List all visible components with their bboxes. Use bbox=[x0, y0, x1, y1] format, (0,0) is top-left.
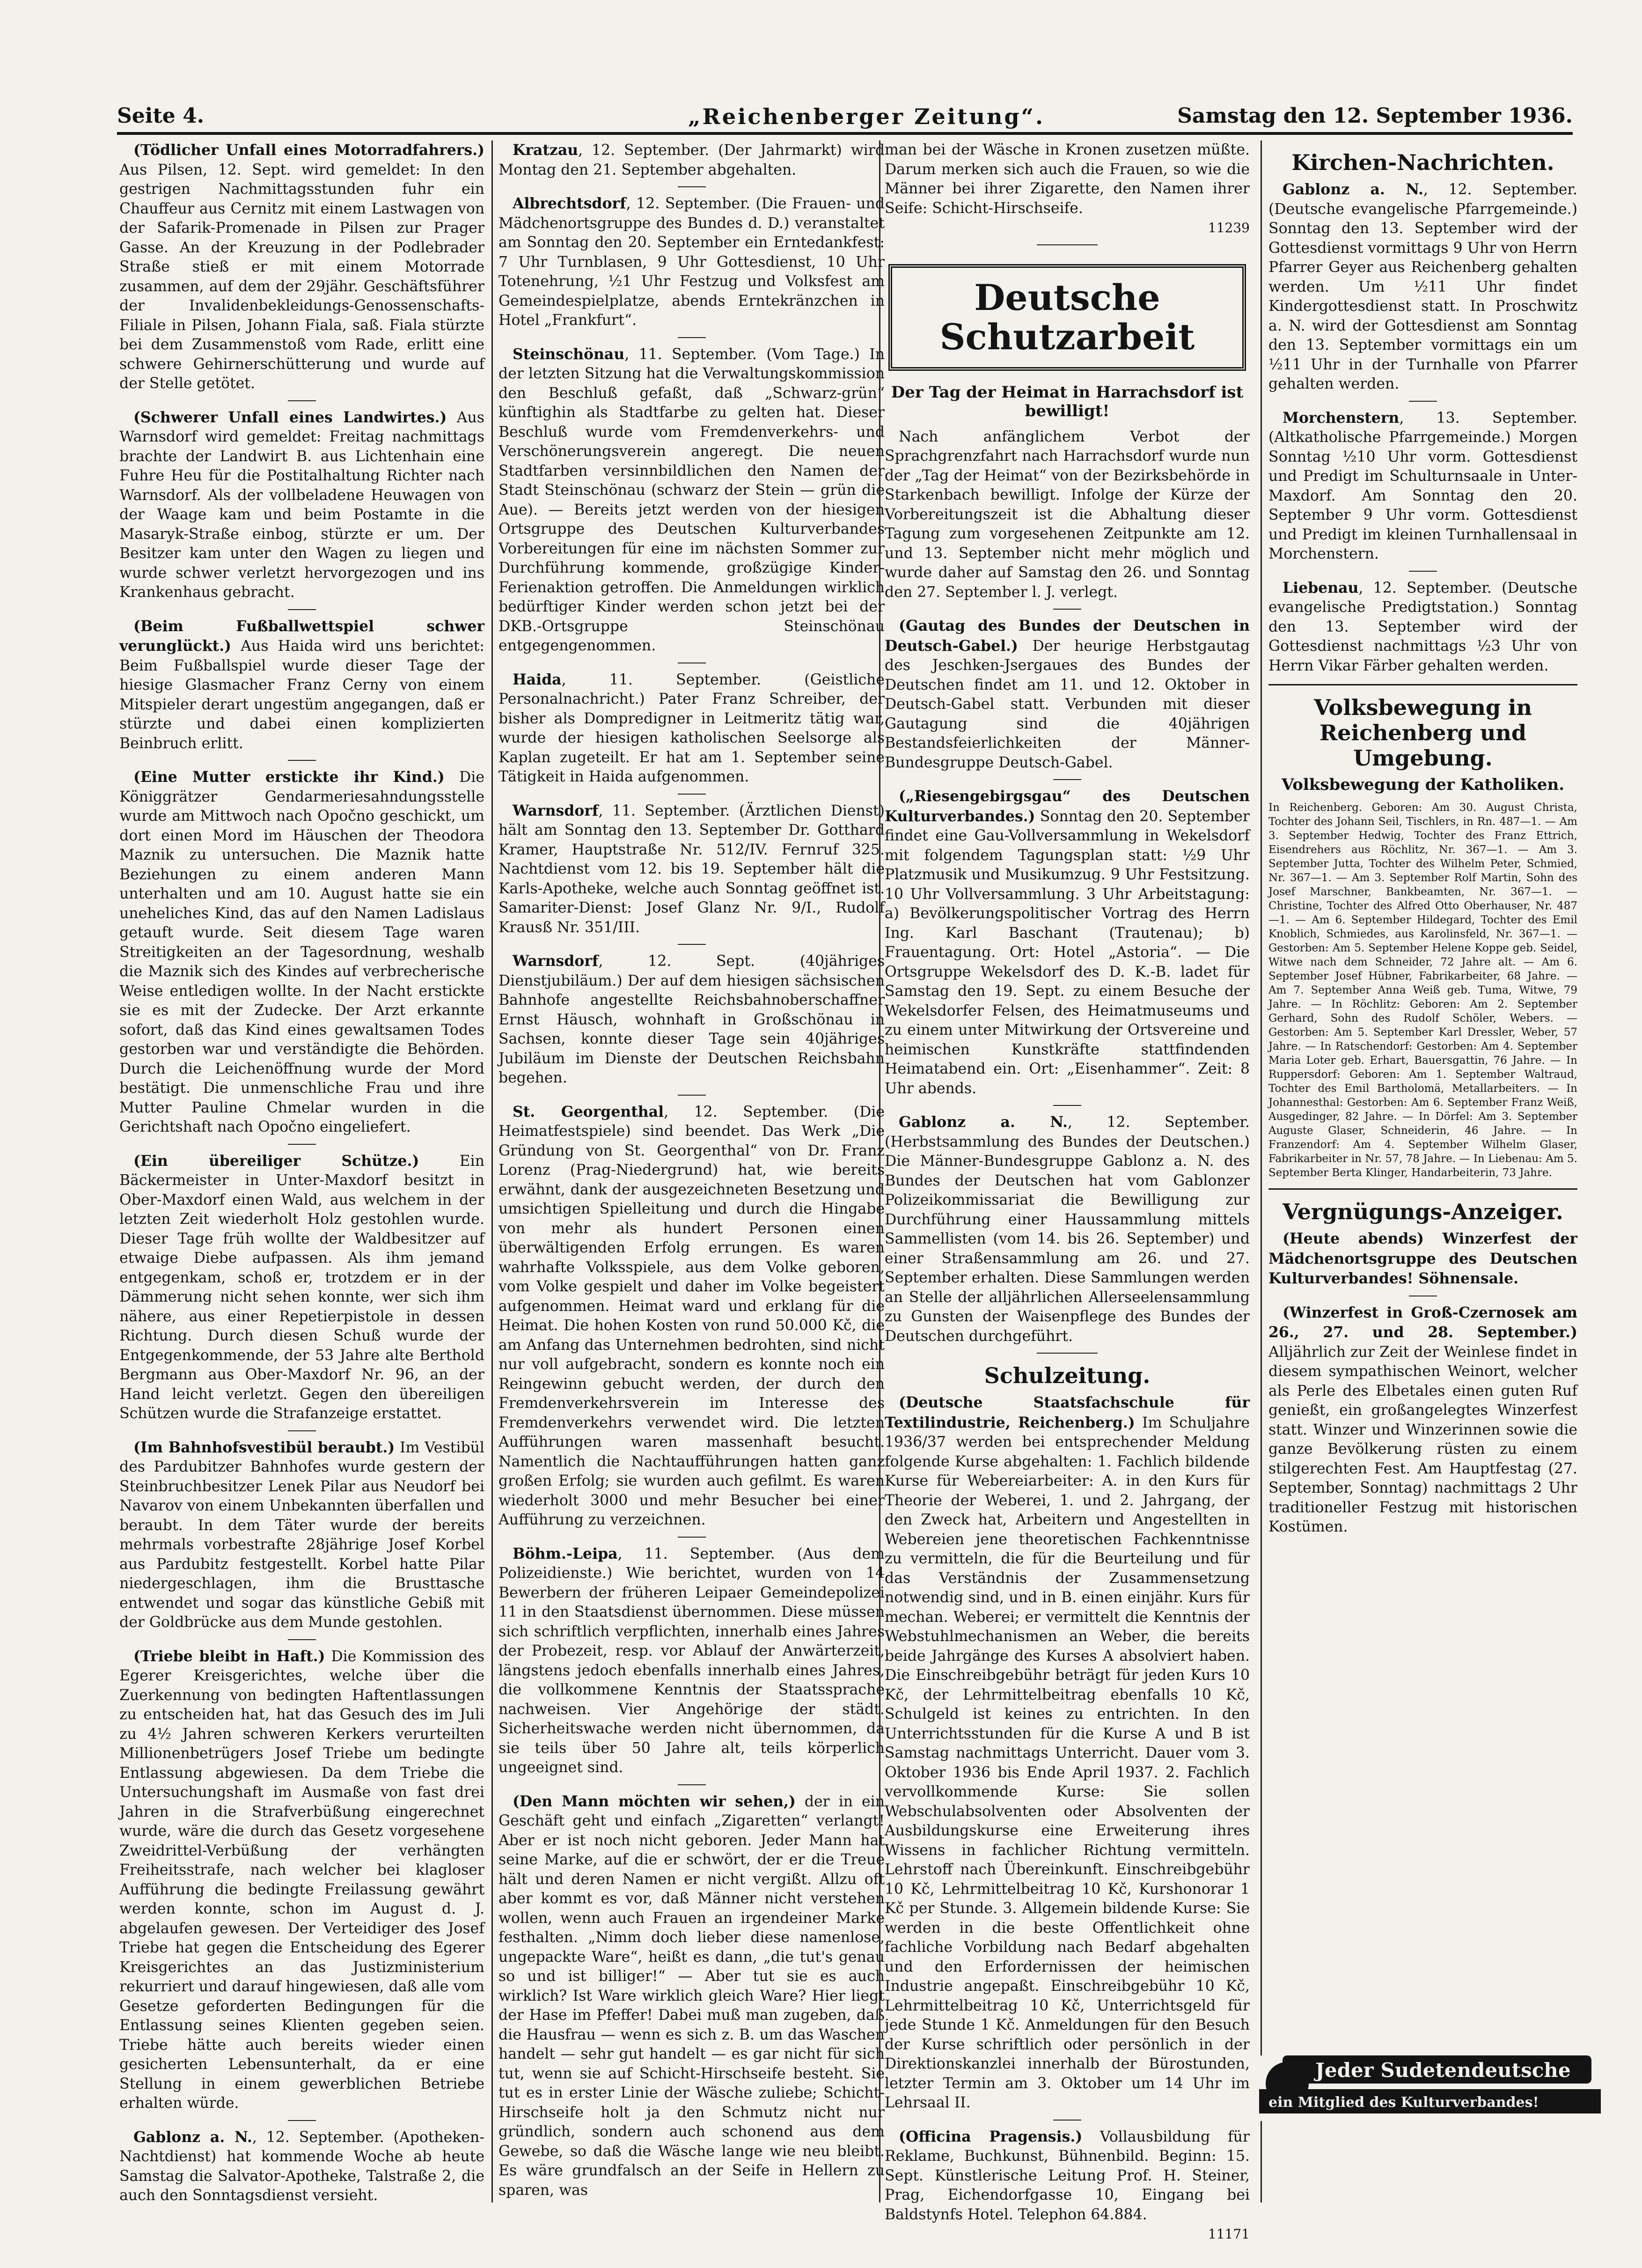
article-list bbox=[885, 1393, 1250, 2224]
article-paragraph bbox=[498, 1102, 885, 1530]
divider bbox=[678, 186, 706, 187]
article-list bbox=[1268, 1229, 1577, 1537]
divider bbox=[288, 400, 316, 401]
divider bbox=[678, 1784, 706, 1785]
article-paragraph bbox=[498, 670, 885, 787]
article-body: Aus Warnsdorf wird gemeldet: Freitag nachmittags brachte der Landwirt B. aus Lichtenhain eine Fuhre Heu für die Postitalhaltung Richter nach Warnsdorf. Als der vollbeladene Heuwagen von der Waage kam und beim Postamte in die Masaryk-Straße einbog, stürzte er um. Der Besitzer kam unter den Wagen zu liegen und wurde schwer verletzt hervorgezogen und ins Krankenhaus gebracht. bbox=[119, 409, 484, 601]
article-paragraph bbox=[1268, 1229, 1577, 1289]
article-paragraph bbox=[1268, 578, 1577, 676]
article-paragraph bbox=[1268, 180, 1577, 394]
article-lead: Morchenstern bbox=[1283, 409, 1400, 427]
article-paragraph bbox=[119, 1151, 484, 1424]
article-lead: Kratzau bbox=[513, 141, 579, 159]
article-paragraph bbox=[119, 1438, 484, 1633]
article-body: Aus Pilsen, 12. Sept. wird gemeldet: In den gestrigen Nachmittagsstunden fuhr ein Chauffeur aus Cernitz mit einem Lastwagen von der Safarik-Promenade in Pilsen zur Prager Gasse. An der Kreuzung in der Podlebrader Straße stieß er mit einem Motorrade zusammen, auf dem der 29jähr. Geschäftsführer der Invalidenbekleidungs-Genossenschafts-Filiale in Pilsen, Johann Fiala, saß. Fiala stürzte bei dem Zusammenstoß vom Rade, erlitt eine schwere Gehirnerschütterung und wurde auf der Stelle getötet. bbox=[119, 161, 484, 392]
divider bbox=[288, 2120, 316, 2121]
article-lead: (Deutsche Staatsfachschule für Textilindustrie, Reichenberg.) bbox=[885, 1394, 1250, 1431]
article-lead: (Im Bahnhofsvestibül beraubt.) bbox=[133, 1438, 395, 1456]
article-body: , 12. September. (Apotheken-Nachtdienst) hat kommende Woche ab heute Samstag die Salvator-Apotheke, Talstraße 2, die auch den Sonntagsdienst versieht. bbox=[119, 2128, 484, 2204]
divider bbox=[1268, 1188, 1577, 1190]
article-body: Sonntag den 20. September findet eine Gau-Vollversammlung in Wekelsdorf mit folgendem Tagungsplan statt: ½9 Uhr Platzmusik und Musikumzug. 9 Uhr Festsitzung. 10 Uhr Vollversammlung. 3 Uhr Arbeitstagung: a) Bevölkerungspolitischer Vortrag des Herrn Ing. Karl Baschant (Trautenau); b) Frauentagung. Ort: Hotel „Astoria“. — Die Ortsgruppe Wekelsdorf des D. K.-B. ladet für Samstag den 19. Sept. zu einem Besuche der Wekelsdorfer Felsen, des Heimatmuseums und zu einem unter Mitwirkung der Ortsvereine und heimischen Kunstkräfte stattfindenden Heimatabend ein. Ort: „Eisenhammer“. Zeit: 8 Uhr abends. bbox=[885, 808, 1250, 1097]
article-lead: (Eine Mutter erstickte ihr Kind.) bbox=[133, 768, 445, 786]
registry-text: In Reichenberg. Geboren: Am 30. August Christa, Tochter des Johann Seil, Tischlers, in Rn. 487—1. — Am 3. September Hedwig, Tochter des Franz Ettrich, Eisendrehers aus Röchlitz, Nr. 367—1. — Am 3. September Jutta, Tochter des Wilhelm Peter, Schmied, Nr. 367—1. — Am 3. September Rolf Martin, Sohn des Josef Marschner, Bankbeamten, Nr. 367—1. — Christine, Tochter des Alfred Otto Oberhauser, Nr. 487—1. — Am 6. September Hildegard, Tochter des Emil Knoblich, Schmiedes, aus Karolinsfeld, Nr. 367—1. — Gestorben: Am 5. September Helene Koppe geb. Seidel, Witwe nach dem Schneider, 72 Jahre alt. — Am 6. September Josef Hübner, Fabrikarbeiter, 68 Jahre. — Am 7. September Anna Weiß geb. Tuma, Witwe, 79 Jahre. — In Röchlitz: Geboren: Am 2. September Gerhard, Sohn des Rudolf Schöler, Webers. — Gestorben: Am 5. September Karl Dressler, Weber, 57 Jahre. — In Ratschendorf: Gestorben: Am 4. September Maria Loter geb. Erhart, Bauersgattin, 76 Jahre. — In Ruppersdorf: Geboren: Am 1. September Waltraud, Tochter des Emil Bartholomä, Metallarbeiters. — In Johannesthal: Gestorben: Am 6. September Franz Weiß, Ausgedinger, 82 Jahre. — In Dörfel: Am 3. September Auguste Glaser, Schneiderin, 46 Jahre. — In Franzendorf: Am 4. September Wilhelm Glaser, Fabrikarbeiter in Nr. 57, 78 Jahre. — In Liebenau: Am 5. September Berta Klinger, Handarbeiterin, 73 Jahre. bbox=[1268, 802, 1577, 1179]
article-body: Nach anfänglichem Verbot der Sprachgrenzfahrt nach Harrachsdorf wurde nun der „Tag der Heimat“ von der Bezirksbehörde in Starkenbach bewilligt. Infolge der Kürze der Vorbereitungszeit ist die Abhaltung dieser Tagung zum vorgesehenen Zeitpunkte am 12. und 13. September nicht mehr möglich und wurde daher auf Samstag den 26. und Sonntag den 27. September l. J. verlegt. bbox=[885, 428, 1250, 601]
article-paragraph bbox=[498, 194, 885, 331]
article-paragraph bbox=[885, 1393, 1250, 2113]
kulturverband-ad bbox=[1259, 2055, 1601, 2121]
column-divider bbox=[491, 140, 493, 2202]
article-body: Der heurige Herbstgautag des Jeschken-Jsergaues des Bundes der Deutschen findet am 11. und 12. Oktober in Deutsch-Gabel statt. Verbunden mit dieser Gautagung sind die 40jährigen Bestandsfeierlichkeiten der Männer-Bundesgruppe Deutsch-Gabel. bbox=[885, 637, 1250, 771]
column-4 bbox=[1268, 140, 1577, 2202]
article-paragraph bbox=[119, 767, 484, 1137]
ad-code: 11171 bbox=[1208, 2226, 1250, 2242]
article-body: Die Königgrätzer Gendarmeriesahndungsstelle wurde am Mittwoch nach Opočno geschickt, um dort einen Mord im Häuschen der Theodora Maznik zu untersuchen. Die Maznik hatte Beziehungen zu einem anderen Mann unterhalten und am 10. August hatte sie ein uneheliches Kind, das auf den Namen Ladislaus getauft wurde. Seit diesem Tage waren Streitigkeiten an der Tagesordnung, weshalb die Maznik sich des Kindes auf verbrecherische Weise entledigen wollte. In der Nacht erstickte sie es mit der Zudecke. Der Arzt erkannte sofort, daß das Kind eines gewaltsamen Todes gestorben war und verständigte die Behörden. Durch die Leichenöffnung wurde der Mord bestätigt. Die unmenschliche Frau und ihre Mutter Pauline Chmelar wurden in die Gerichtshaft nach Opočno eingeliefert. bbox=[119, 769, 484, 1135]
section-title: Schulzeitung. bbox=[984, 1363, 1151, 1388]
divider bbox=[1053, 779, 1081, 780]
article-paragraph bbox=[119, 408, 484, 603]
divider bbox=[678, 337, 706, 338]
divider bbox=[288, 1639, 316, 1640]
article-paragraph bbox=[885, 787, 1250, 1098]
article-body: , 12. September. (Die Frauen- und Mädchenortsgruppe des Bundes d. D.) veranstaltet am Sonntag den 20. September ein Erntedankfest: 7 Uhr Turnblasen, 9 Uhr Gottesdienst, 10 Uhr Totenehrung, ½1 Uhr Festzug und Volksfest am Gemeindespielplatze, abends Erntekränzchen in Hotel „Frankfurt“. bbox=[498, 195, 885, 329]
divider bbox=[288, 760, 316, 761]
divider bbox=[288, 1430, 316, 1431]
section-title: Volksbewegung in Reichenberg und Umgebung. bbox=[1314, 695, 1532, 771]
issue-date: Samstag den 12. September 1936. bbox=[1177, 104, 1573, 128]
article-lead: (Heute abends) Winzerfest der Mädchenortsgruppe des Deutschen Kulturverbandes! Söhnensale. bbox=[1268, 1230, 1577, 1287]
divider bbox=[678, 1537, 706, 1538]
page-number: Seite 4. bbox=[117, 104, 205, 128]
article-body: , 12. September. (Die Heimatfestspiele) sind beendet. Das Werk „Die Gründung von St. Georgenthal“ von Dr. Franz Lorenz (Prag-Niedergrund) hat, wie bereits erwähnt, dank der ausgezeichneten Besetzung und umsichtigen Spielleitung und durch die Hingabe von mehr als hundert Personen einen überwältigenden Erfolg errungen. Es waren wahrhafte Volksspiele, aus dem Volke geboren, vom Volke gespielt und daher im Volke begeistert aufgenommen. Heimat ward und erklang für die Heimat. Die hohen Kosten von rund 50.000 Kč, die am Anfang das Unternehmen bedrohten, sind nicht nur voll aufgebracht, sondern es konnte noch ein Reingewinn gebucht werden, der durch den Fremdenverkehrsverein im Interesse des Fremdenverkehrs verwendet wird. Die letzten Aufführungen waren massenhaft besucht. Namentlich die Nachtaufführungen hatten ganz großen Erfolg; sie wurden auch gefilmt. Es waren wiederholt 3000 und mehr Besucher bei einer Aufführung zu verzeichnen. bbox=[498, 1103, 885, 1528]
article-body: Aus Haida wird uns berichtet: Beim Fußballspiel wurde dieser Tage der hiesige Glasmacher Franz Cerny von einem Mitspieler derart ungestüm angegangen, daß er stürzte und dabei einen komplizierten Beinbruch erlitt. bbox=[119, 638, 484, 752]
article-lead: Böhm.-Leipa bbox=[513, 1545, 618, 1562]
article-paragraph bbox=[498, 345, 885, 656]
ad-code: 11239 bbox=[1208, 220, 1250, 236]
divider bbox=[288, 1144, 316, 1145]
article-lead: Gablonz a. N. bbox=[1283, 181, 1424, 198]
article-body: , 11. September. (Ärztlichen Dienst) hält am Sonntag den 13. September Dr. Gotthard Kramer, Hauptstraße Nr. 512/IV. Fernruf 325. Nachtdienst vom 12. bis 19. September hält die Karls-Apotheke, welche auch Sonntag geöffnet ist. Samariter-Dienst: Josef Glanz Nr. 9/I., Rudolf Krausß Nr. 351/III. bbox=[498, 802, 885, 936]
divider bbox=[1268, 684, 1577, 685]
article-lead: Warnsdorf bbox=[513, 952, 599, 970]
article-lead: Gablonz a. N. bbox=[133, 2128, 252, 2146]
section-title: Vergnügungs-Anzeiger. bbox=[1283, 1199, 1563, 1224]
header-rule bbox=[117, 132, 1573, 135]
divider bbox=[678, 944, 706, 945]
article-lead: Albrechtsdorf bbox=[513, 195, 626, 212]
article-paragraph bbox=[885, 2127, 1250, 2225]
article-paragraph bbox=[119, 617, 484, 754]
article-body: Im Vestibül des Pardubitzer Bahnhofes wurde gestern der Steinbruchbesitzer Lenek Pilar aus Neudorf bei Navarov von einem Unbekannten überfallen und beraubt. In dem Täter wurde der bereits mehrmals vorbestrafte 28jährige Josef Korbel aus Pardubitz festgestellt. Korbel hatte Pilar niedergeschlagen, ihm die Brusttasche entwendet und sogar das künstliche Gebiß mit der Goldbrücke aus dem Munde gestohlen. bbox=[119, 1439, 484, 1631]
article-paragraph bbox=[498, 1792, 885, 2201]
article-lead: Haida bbox=[513, 670, 562, 688]
article-body: , 11. September. (Aus dem Polizeidienste.) Wie berichtet, wurden von 14 Bewerbern der früheren Leipaer Gemeindepolizei 11 in den Staatsdienst übernommen. Diese müssen sich schriftlich verpflichten, innerhalb eines Jahres der Probezeit, resp. vor Ablauf der Anwärterzeit, längstens jedoch ebenfalls innerhalb eines Jahres, die vollkommene Kenntnis der Staatssprache nachweisen. Vier Angehörige der städt. Sicherheitswache werden nicht übernommen, da sie teils über 50 Jahre alt, teils körperlich ungeeignet sind. bbox=[498, 1545, 885, 1776]
divider bbox=[1053, 1105, 1081, 1106]
divider bbox=[678, 1095, 706, 1096]
article-lead: Liebenau bbox=[1283, 579, 1359, 596]
section-box-title: Deutsche Schutzarbeit bbox=[888, 264, 1246, 371]
column-2 bbox=[498, 140, 885, 2202]
divider bbox=[1053, 2120, 1081, 2121]
article-body: Die Kommission des Egerer Kreisgerichtes, welche über die Zuerkennung von bedingten Haftentlassungen zu entscheiden hat, hat das Gesuch des im Juli zu 4½ Jahren schweren Kerkers verurteilten Millionenbetrügers Josef Triebe um bedingte Entlassung abgewiesen. Da dem Triebe die Untersuchungshaft im Ausmaße von fast drei Jahren in die Strafverbüßung eingerechnet wurde, wäre die durch das Gesetz vorgesehene Zweidrittel-Verbüßung der verhängten Freiheitsstrafe, nach welcher bei klagloser Aufführung die bedingte Freilassung gewährt werden konnte, schon im August d. J. abgelaufen gewesen. Der Verteidiger des Josef Triebe hat gegen die Entscheidung des Egerer Kreisgerichtes an das Justizministerium rekurriert und darauf hingewiesen, daß alle vom Gesetze geforderten Bedingungen für die Entlassung seines Klienten gegeben seien. Triebe hätte auch bereits wieder einen gesicherten Lebensunterhalt, da er eine Stellung in einem gewerblichen Betriebe erhalten würde. bbox=[119, 1648, 484, 2112]
article-paragraph bbox=[1268, 408, 1577, 564]
article-body: Im Schuljahre 1936/37 werden bei entsprechender Meldung folgende Kurse abgehalten: 1. Fachlich bildende Kurse für Webereiarbeiter: A. in den Kurs für Theorie der Weberei, 1. und 2. Jahrgang, der den Zweck hat, Arbeitern und Angestellten in Webereien jene theoretischen Fachkenntnisse zu vermitteln, die für die Beurteilung und für das Verständnis der Zusammensetzung notwendig sind, und in B. einen einjähr. Kurs für mechan. Weberei; er vermittelt die Kenntnis der Webstuhlmechanismen an Weber, die bereits beide Jahrgänge des Kurses A absolviert haben. Die Einschreibgebühr beträgt für jeden Kurs 10 Kč, der Lehrmittelbeitrag ebenfalls 10 Kč, Schulgeld ist keines zu entrichten. In den Unterrichtsstunden für die Kurse A und B ist Samstag nachmittags Unterricht. Dauer vom 3. Oktober 1936 bis Ende April 1937. 2. Fachlich vervollkommende Kurse: Sie sollen Webschulabsolventen oder Absolventen der Ausbildungskurse eine Erweiterung ihres Wissens in fachlicher Richtung vermitteln. Lehrstoff nach Übereinkunft. Einschreibgebühr 10 Kč, Lehrmittelbeitrag 10 Kč, Kurshonorar 1 Kč per Stunde. 3. Allgemein bildende Kurse: Sie werden in die beste Offentlichkeit ohne fachliche Vorbildung nach Bedarf abgehalten und den Erfordernissen der heimischen Industrie angepaßt. Einschreibgebühr 10 Kč, Lehrmittelbeitrag 10 Kč, Unterrichtsgeld für jede Stunde 1 Kč. Anmeldungen für den Besuch der Kurse schriftlich oder persönlich in der Direktionskanzlei innerhalb der Bürostunden, letzter Termin am 3. Oktober um 14 Uhr im Lehrsaal II. bbox=[885, 1414, 1250, 2111]
article-lead: Warnsdorf bbox=[513, 802, 599, 819]
newspaper-title: „Reichenberger Zeitung“. bbox=[688, 104, 1045, 129]
column-divider bbox=[1261, 140, 1262, 2202]
divider bbox=[1409, 571, 1437, 572]
article-lead: (Gautag des Bundes der Deutschen in Deutsch-Gabel.) bbox=[885, 617, 1250, 655]
article-lead: (Officina Pragensis.) bbox=[899, 2128, 1083, 2145]
article-lead: St. Georgenthal bbox=[513, 1103, 664, 1120]
article-lead: (Schwerer Unfall eines Landwirtes.) bbox=[133, 408, 447, 426]
article-lead: (Triebe bleibt in Haft.) bbox=[133, 1647, 325, 1665]
article-lead: (Beim Fußballwettspiel schwer verunglückt.) bbox=[119, 617, 484, 655]
divider bbox=[1053, 609, 1081, 610]
article-lead: („Riesengebirgsgau“ des Deutschen Kulturverbandes.) bbox=[885, 788, 1250, 825]
article-list bbox=[119, 140, 484, 2206]
article-lead: (Winzerfest in Groß-Czernosek am 26., 27. und 28. September.) bbox=[1268, 1303, 1577, 1341]
column-1 bbox=[119, 140, 484, 2202]
divider bbox=[1409, 401, 1437, 402]
article-list bbox=[498, 140, 885, 2200]
article-text: man bei der Wäsche in Kronen zusetzen müßte. Darum merken sich auch die Frauen, so wie die Männer bei ihrer Zigarette, den Namen ihrer Seife: Schicht-Hirschseife. bbox=[885, 141, 1250, 217]
ad-line-1: Jeder Sudetendeutsche bbox=[1315, 2059, 1571, 2082]
article-body: , 12. September. (Deutsche evangelische Pfarrgemeinde.) Sonntag den 13. September wird der Gottesdienst vormittags 9 Uhr von Herrn Pfarrer Geyer aus Reichenberg gehalten werden. Um ½11 Uhr findet Kindergottesdienst statt. In Proschwitz a. N. wird der Gottesdienst am Sonntag den 13. September vormittags ein um ½11 Uhr in der Turnhalle von Pfarrer gehalten werden. bbox=[1268, 181, 1577, 392]
ad-line-2: ein Mitglied des Kulturverbandes! bbox=[1268, 2094, 1539, 2111]
article-headline: Der Tag der Heimat in Harrachsdorf ist bewilligt! bbox=[891, 383, 1244, 420]
article-lead: (Den Mann möchten wir sehen,) bbox=[513, 1792, 796, 1810]
article-lead: (Tödlicher Unfall eines Motorradfahrers.) bbox=[133, 141, 484, 159]
article-paragraph bbox=[885, 1112, 1250, 1346]
divider bbox=[1037, 244, 1098, 245]
article-paragraph bbox=[119, 2128, 484, 2206]
article-lead: Steinschönau bbox=[513, 345, 625, 363]
article-paragraph bbox=[885, 427, 1250, 603]
article-paragraph bbox=[119, 1647, 484, 2113]
article-body: , 11. September. (Vom Tage.) In der letzten Sitzung hat die Verwaltungskommission den Beschluß gefaßt, daß „Schwarz-grün“ künftighin als Stadtfarbe zu gelten hat. Dieser Beschluß wurde vom Fremdenverkehrs- und Verschönerungsverein angeregt. Die neuen Stadtfarben versinnbildlichen den Namen der Stadt Steinschönau (schwarz der Stein — grün die Aue). — Bereits jetzt werden von der hiesigen Ortsgruppe des Deutschen Kulturverbandes Vorbereitungen für eine im nächsten Sommer zur Durchführung kommende, großzügige Kinder-Ferienaktion getroffen. Die Anmeldungen wirklich bedürftiger Kinder werden schon jetzt bei der DKB.-Ortsgruppe Steinschönau entgegengenommen. bbox=[498, 346, 885, 654]
article-lead: (Ein übereiliger Schütze.) bbox=[133, 1152, 419, 1170]
article-paragraph bbox=[885, 616, 1250, 773]
section-subtitle: Volksbewegung der Katholiken. bbox=[1281, 775, 1565, 794]
article-body: Vollausbildung für Reklame, Buchkunst, Bühnenbild. Beginn: 15. Sept. Künstlerische Leitung Prof. H. Steiner, Prag, Eichendorfgasse 10, Eingang bei Baldstynfs Hotel. Telephon 64.884. bbox=[885, 2128, 1250, 2223]
article-list bbox=[1268, 180, 1577, 676]
article-paragraph bbox=[498, 140, 885, 180]
article-body: , 12. September. (Herbstsammlung des Bundes der Deutschen.) Die Männer-Bundesgruppe Gablonz a. N. des Bundes der Deutschen hat vom Gablonzer Polizeikommissariat die Bewilligung zur Durchführung einer Haussammlung mittels Sammellisten (vom 14. bis 26. September) und einer Straßensammlung am 26. und 27. September erhalten. Diese Sammlungen werden an Stelle der alljährlichen Allerseelensammlung zu Gunsten der Waisenpflege des Bundes der Deutschen durchgeführt. bbox=[885, 1114, 1250, 1345]
article-body: , 12. Sept. (40jähriges Dienstjubiläum.) Der auf dem hiesigen sächsischen Bahnhofe angestellte Reichsbahnoberschaffner Ernst Häusch, wohnhaft in Großschönau in Sachsen, konnte dieser Tage sein 40jähriges Jubiläum im Dienste der Deutschen Reichsbahn begehen. bbox=[498, 953, 885, 1086]
article-paragraph bbox=[498, 951, 885, 1088]
article-body: , 11. September. (Geistliche Personalnachricht.) Pater Franz Schreiber, der bisher als Dompredigner in Leitmeritz tätig war, wurde der hiesigen katholischen Seelsorge als Kaplan zugeteilt. Er hat am 1. September seine Tätigkeit in Haida aufgenommen. bbox=[498, 671, 885, 785]
article-paragraph bbox=[119, 140, 484, 394]
article-body: Alljährlich zur Zeit der Weinlese findet in diesem sympathischen Weinort, welcher als Perle des Elbetales einen guten Ruf genießt, ein großangelegtes Winzerfest statt. Winzer und Winzerinnen sowie die ganze Bevölkerung rüsten zu einem stilgerechten Fest. Am Hauptfestag (27. September, Sonntag) nachmittags 2 Uhr traditioneller Festzug mit historischen Kostümen. bbox=[1268, 1343, 1577, 1535]
article-paragraph bbox=[498, 801, 885, 938]
article-body: , 12. September. (Deutsche evangelische Predigtstation.) Sonntag den 13. September wird der Gottesdienst nachmittags ½3 Uhr von Herrn Vikar Färber gehalten werden. bbox=[1268, 579, 1577, 674]
article-paragraph bbox=[498, 1544, 885, 1778]
divider bbox=[288, 609, 316, 610]
divider bbox=[678, 794, 706, 795]
divider bbox=[1037, 1353, 1098, 1354]
article-list bbox=[885, 427, 1250, 1347]
article-lead: Gablonz a. N. bbox=[899, 1113, 1068, 1131]
article-paragraph bbox=[1268, 1303, 1577, 1537]
article-body: , 12. September. (Der Jahrmarkt) wird Montag den 21. September abgehalten. bbox=[498, 142, 885, 178]
column-3 bbox=[885, 140, 1250, 2242]
article-body: der in ein Geschäft geht und einfach „Zigaretten“ verlangt! Aber er ist noch nicht geboren. Jeder Mann hat seine Marke, auf die er schwört, der er die Treue hält und deren Namen er nicht vergißt. Allzu oft aber kommt es vor, daß Männer nicht verstehen wollen, wenn auch Frauen an irgendeiner Marke festhalten. „Nimm doch lieber diese namenlose, ungepackte Ware“, heißt es dann, „die tut's genau so und ist billiger!“ — Aber tut sie es auch wirklich? Ist Ware wirklich gleich Ware? Hier liegt der Hase im Pfeffer! Dabei muß man zugeben, daß die Hausfrau — wenn es sich z. B. um das Waschen handelt — sehr gut handelt — es gar nicht für sich tut, wenn sie auf Schicht-Hirschseife besteht. Sie tut es in erster Linie der Wäsche zuliebe; Schicht-Hirschseife holt ja den Schmutz nicht nur gründlich, sondern auch schonend aus dem Gewebe, so daß die Wäsche lange wie neu bleibt. Es wäre grundfalsch an der Seife in Hellern zu sparen, was bbox=[498, 1793, 885, 2199]
section-title: Kirchen-Nachrichten. bbox=[1291, 150, 1554, 175]
article-body: Ein Bäckermeister in Unter-Maxdorf besitzt in Ober-Maxdorf einen Wald, aus welchem in der letzten Zeit wiederholt Holz gestohlen wurde. Dieser Tage früh wollte der Waldbesitzer auf etwaige Diebe aufpassen. Als ihm jemand entgegenkam, schoß er, trotzdem er in der Dämmerung nicht sehen konnte, wer sich ihm nähere, aus einer Repetierpistole in dessen Richtung. Durch diesen Schuß wurde der Entgegenkommende, der 53 Jahre alte Berthold Bergmann aus Ober-Maxdorf Nr. 96, an der Hand leicht verletzt. Gegen den übereiligen Schützen wurde die Strafanzeige erstattet. bbox=[119, 1152, 484, 1422]
article-body: , 13. September. (Altkatholische Pfarrgemeinde.) Morgen Sonntag ½10 Uhr vorm. Gottesdienst und Predigt im Schulturnsaale in Unter-Maxdorf. Am Sonntag den 20. September 9 Uhr vorm. Gottesdienst und Predigt im kleinen Turnhallensaal in Morchenstern. bbox=[1268, 409, 1577, 562]
